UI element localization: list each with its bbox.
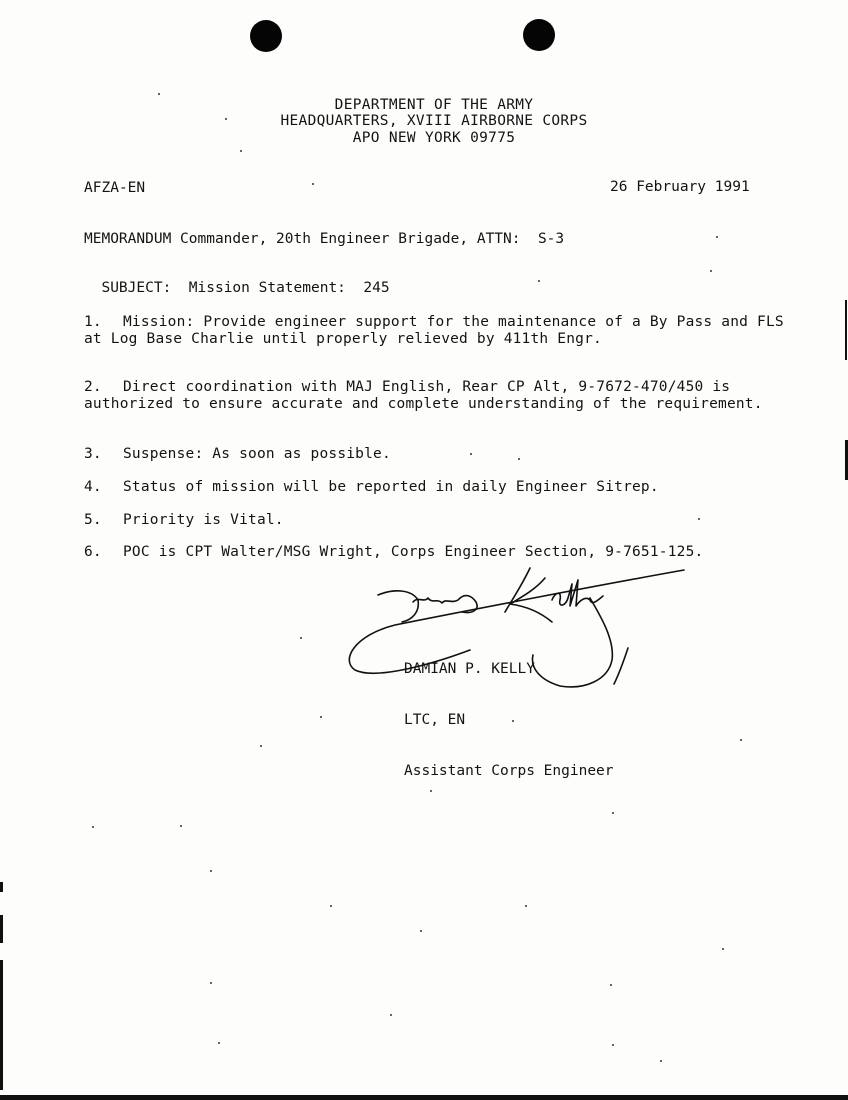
scan-edge-mark (845, 300, 847, 360)
paragraph-text: Status of mission will be reported in daily Engineer Sitrep. (123, 479, 659, 495)
paragraph-text: Priority is Vital. (123, 512, 284, 528)
subject-label: SUBJECT: (101, 280, 172, 296)
paragraph-text: Direct coordination with MAJ English, Rear CP Alt, 9-7672-470/450 is authorized to ensure accurate and complete understanding of the requirement. (84, 379, 763, 412)
paragraph-2 (84, 379, 784, 413)
paragraph-1 (84, 314, 784, 348)
paragraph-number: 4. (84, 479, 102, 495)
signature-block (404, 627, 614, 797)
paragraph-3 (84, 446, 784, 463)
paragraph-text: Suspense: As soon as possible. (123, 446, 391, 462)
scan-edge-mark (0, 960, 3, 1090)
paragraph-number: 2. (84, 379, 102, 395)
punch-hole-right (523, 19, 555, 51)
paragraph-number: 1. (84, 314, 102, 330)
scan-bottom-edge (0, 1095, 848, 1100)
signer-title: Assistant Corps Engineer (404, 763, 614, 779)
signer-rank: LTC, EN (404, 712, 466, 728)
paragraph-number: 3. (84, 446, 102, 462)
paragraph-number: 6. (84, 544, 102, 560)
memo-subject (84, 264, 390, 296)
scan-edge-mark (0, 882, 3, 892)
letterhead-address: APO NEW YORK 09775 (352, 130, 516, 146)
office-symbol: AFZA-EN (84, 180, 146, 196)
paragraph-text: POC is CPT Walter/MSG Wright, Corps Engineer Section, 9-7651-125. (123, 544, 704, 560)
memo-date: 26 February 1991 (610, 179, 750, 195)
letterhead-headquarters: HEADQUARTERS, XVIII AIRBORNE CORPS (280, 113, 588, 129)
signer-name: DAMIAN P. KELLY (404, 661, 535, 677)
scan-edge-mark (0, 915, 3, 943)
paragraph-text: Mission: Provide engineer support for the maintenance of a By Pass and FLS at Log Base Charlie until properly relieved by 411th Engr. (84, 314, 784, 347)
paragraph-number: 5. (84, 512, 102, 528)
paragraph-5 (84, 512, 784, 529)
punch-hole-left (250, 20, 282, 52)
subject-text: Mission Statement: 245 (188, 280, 390, 296)
paragraph-4 (84, 479, 784, 496)
memo-to-line: MEMORANDUM Commander, 20th Engineer Brigade, ATTN: S-3 (84, 231, 565, 247)
paragraph-6 (84, 544, 784, 561)
letterhead-department: DEPARTMENT OF THE ARMY (334, 97, 534, 113)
